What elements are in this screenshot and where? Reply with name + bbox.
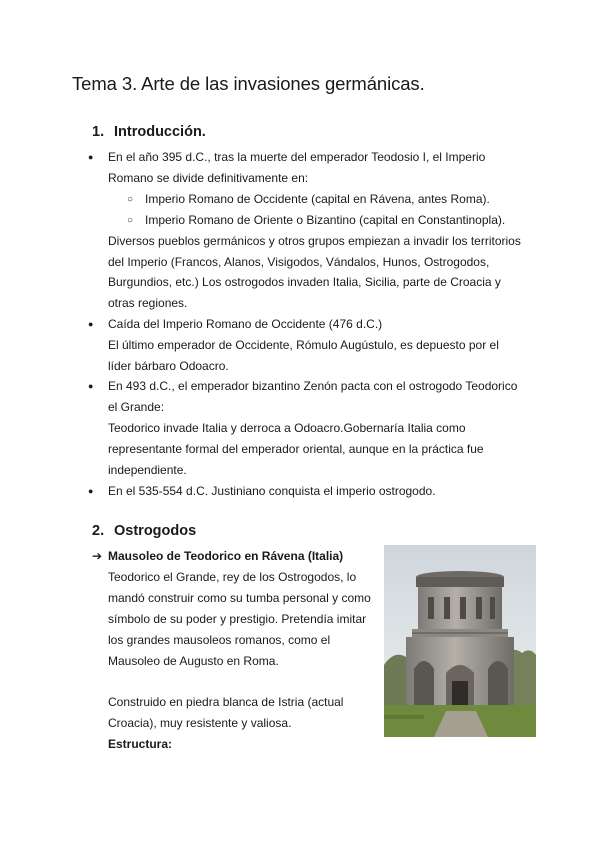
text-line: los grandes mausoleos romanos, como el (108, 633, 331, 647)
text-line: mandó construir como su tumba personal y como (108, 591, 371, 605)
section-number: 2. (92, 523, 105, 539)
text-line: Mausoleo de Augusto en Roma. (108, 654, 279, 668)
subheading-estructura: Estructura: (108, 737, 173, 751)
text-line: Teodorico el Grande, rey de los Ostrogodos, lo (108, 570, 357, 584)
text-line: El último emperador de Occidente, Rómulo Augústulo, es depuesto por el (108, 338, 499, 352)
arrow-item (92, 546, 343, 567)
text-line: Caída del Imperio Romano de Occidente (476 d.C.) (108, 317, 383, 331)
section-number: 1. (92, 124, 105, 140)
sub-bullet-item: ○ Imperio Romano de Oriente o Bizantino (capital en Constantinopla). (145, 210, 505, 231)
text-line: otras regiones. (108, 296, 188, 310)
text-line: representante formal del emperador oriental, aunque en la práctica fue (108, 442, 484, 456)
text-line: independiente. (108, 463, 187, 477)
text-line: Teodorico invade Italia y derroca a Odoacro.Gobernaría Italia como (108, 421, 466, 435)
section-heading-ostrogodos (92, 523, 196, 539)
bullet-item (108, 481, 436, 502)
text-line: En 493 d.C., el emperador bizantino Zenón pacta con el ostrogodo Teodorico (108, 379, 518, 393)
text-line: Croacia), muy resistente y valiosa. (108, 716, 292, 730)
section-heading-introduccion (92, 124, 206, 140)
bullet-item (108, 147, 485, 168)
text-line: Romano se divide definitivamente en: (108, 171, 309, 185)
text-line: del Imperio (Francos, Alanos, Visigodos, Vándalos, Hunos, Ostrogodos, (108, 255, 490, 269)
text-line: En el año 395 d.C., tras la muerte del emperador Teodosio I, el Imperio (108, 150, 486, 164)
page-title: Tema 3. Arte de las invasiones germánicas. (72, 73, 425, 94)
text-line: símbolo de su poder y prestigio. Pretendía imitar (108, 612, 367, 626)
bullet-item (108, 376, 517, 397)
text-line: Diversos pueblos germánicos y otros grupos empiezan a invadir los territorios (108, 234, 521, 248)
sub-bullet-item: ○ Imperio Romano de Occidente (capital en Rávena, antes Roma). (145, 189, 490, 210)
text-line: Construido en piedra blanca de Istria (actual (108, 695, 344, 709)
section-title: Introducción. (114, 124, 206, 140)
bullet-item (108, 314, 382, 335)
text-line: En el 535-554 d.C. Justiniano conquista el imperio ostrogodo. (108, 484, 436, 498)
text-line: líder bárbaro Odoacro. (108, 359, 229, 373)
text-line: el Grande: (108, 400, 165, 414)
section-title: Ostrogodos (114, 523, 197, 539)
text-line: Burgundios, etc.) Los ostrogodos invaden Italia, Sicilia, parte de Croacia y (108, 275, 501, 289)
arrow-title: Mausoleo de Teodorico en Rávena (Italia) (108, 549, 344, 563)
mausoleum-photo (384, 545, 536, 737)
arrow-icon: ➔ (92, 549, 103, 563)
